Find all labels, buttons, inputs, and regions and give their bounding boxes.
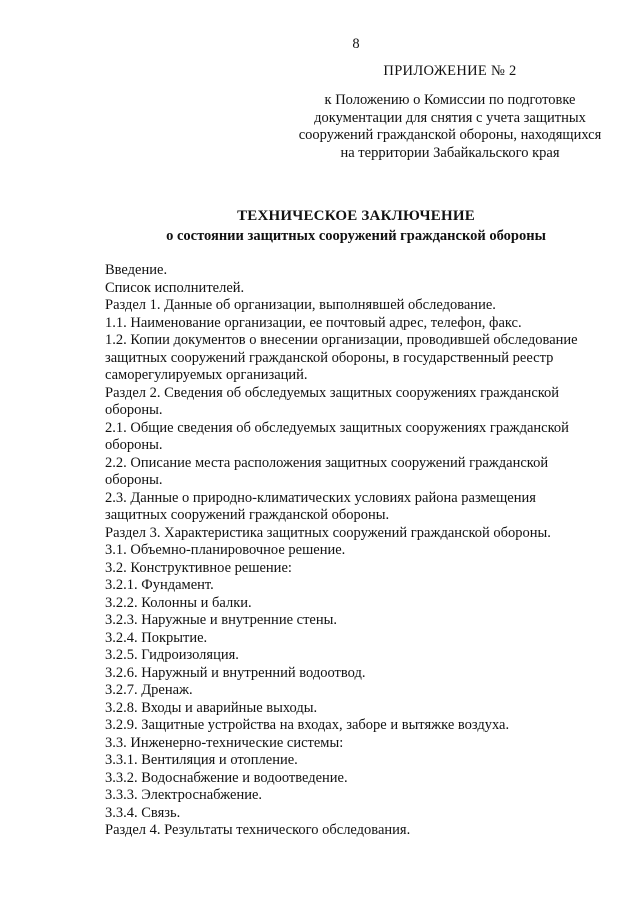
toc-line: обороны. (105, 472, 163, 488)
toc-line: Раздел 3. Характеристика защитных сооружений гражданской обороны. (105, 524, 551, 541)
toc-line: 3.3.2. Водоснабжение и водоотведение. (105, 769, 348, 786)
table-of-contents (105, 262, 605, 840)
toc-line: обороны. (105, 402, 163, 418)
toc-line: Раздел 1. Данные об организации, выполнявшей обследование. (105, 297, 496, 313)
toc-line: 3.2. Конструктивное решение: (105, 559, 292, 576)
toc-line: 3.1. Объемно-планировочное решение. (105, 542, 346, 558)
appendix-reference (282, 92, 618, 162)
appendix-line: на территории Забайкальского края (340, 144, 560, 161)
document-title: ТЕХНИЧЕСКОЕ ЗАКЛЮЧЕНИЕ (237, 208, 475, 224)
toc-line: 2.2. Описание места расположения защитных сооружений гражданской (105, 454, 549, 471)
toc-line: 1.1. Наименование организации, ее почтовый адрес, телефон, факс. (105, 314, 522, 331)
toc-line: Список исполнителей. (105, 279, 245, 296)
toc-line: 3.2.6. Наружный и внутренний водоотвод. (105, 664, 366, 681)
toc-line: защитных сооружений гражданской обороны. (105, 507, 390, 523)
toc-line: Раздел 4. Результаты технического обследования. (105, 822, 411, 838)
toc-line: обороны. (105, 437, 163, 453)
appendix-line: документации для снятия с учета защитных (314, 109, 586, 126)
page-number: 8 (352, 36, 360, 52)
toc-line: 3.2.8. Входы и аварийные выходы. (105, 699, 318, 716)
toc-line: Введение. (105, 262, 168, 278)
toc-line: защитных сооружений гражданской обороны, в государственный реестр (105, 349, 554, 366)
appendix-line: к Положению о Комиссии по подготовке (324, 92, 576, 108)
toc-line: 3.2.4. Покрытие. (105, 629, 208, 646)
toc-line: 2.1. Общие сведения об обследуемых защитных сооружениях гражданской (105, 419, 569, 436)
toc-line: 3.2.1. Фундамент. (105, 577, 214, 593)
toc-line: 3.2.5. Гидроизоляция. (105, 647, 239, 663)
toc-line: Раздел 2. Сведения об обследуемых защитных сооружениях гражданской (105, 384, 560, 401)
toc-line: 3.2.3. Наружные и внутренние стены. (105, 612, 337, 628)
toc-line: 3.2.7. Дренаж. (105, 682, 193, 698)
toc-line: 3.2.9. Защитные устройства на входах, заборе и вытяжке воздуха. (105, 717, 510, 733)
toc-line: 3.3. Инженерно-технические системы: (105, 734, 344, 751)
appendix-line: сооружений гражданской обороны, находящихся (298, 127, 602, 143)
document-subtitle: о состоянии защитных сооружений гражданской обороны (166, 228, 546, 244)
appendix-title: ПРИЛОЖЕНИЕ № 2 (383, 63, 517, 79)
toc-line: 2.3. Данные о природно-климатических условиях района размещения (105, 489, 536, 506)
toc-line: 3.3.4. Связь. (105, 804, 181, 821)
toc-line: саморегулируемых организаций. (105, 367, 308, 383)
toc-line: 3.3.1. Вентиляция и отопление. (105, 752, 298, 768)
toc-line: 3.2.2. Колонны и балки. (105, 594, 252, 611)
toc-line: 1.2. Копии документов о внесении организации, проводившей обследование (105, 332, 578, 348)
toc-line: 3.3.3. Электроснабжение. (105, 787, 263, 803)
